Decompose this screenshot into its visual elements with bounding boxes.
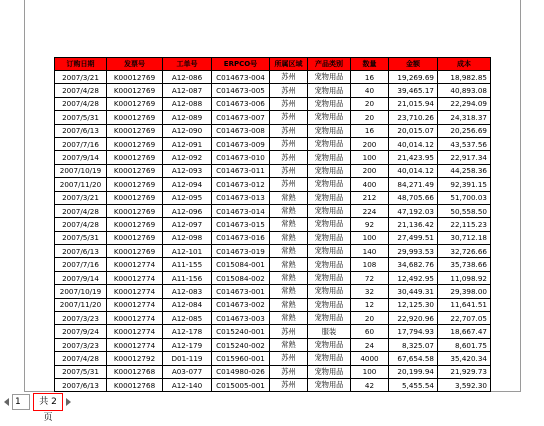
- table-cell: 22,707.05: [438, 312, 491, 325]
- table-row: [55, 312, 491, 325]
- table-cell: 22,294.09: [438, 97, 491, 110]
- table-row: [55, 271, 491, 284]
- table-cell: 2007/4/28: [55, 97, 107, 110]
- table-cell: K00012769: [107, 111, 163, 124]
- table-cell: 宠物用品: [308, 352, 351, 365]
- table-cell: A12-101: [163, 245, 212, 258]
- table-row: [55, 378, 491, 391]
- table-cell: 苏州: [270, 97, 308, 110]
- table-cell: A12-083: [163, 285, 212, 298]
- table-cell: K00012769: [107, 218, 163, 231]
- table-cell: 100: [351, 365, 389, 378]
- table-cell: 2007/4/28: [55, 84, 107, 97]
- table-cell: 16: [351, 71, 389, 84]
- table-row: [55, 71, 491, 84]
- table-cell: 60: [351, 325, 389, 338]
- table-cell: C015005-001: [212, 378, 270, 391]
- table-cell: 40,893.08: [438, 84, 491, 97]
- table-cell: K00012769: [107, 71, 163, 84]
- page-border-right: [520, 0, 521, 392]
- table-cell: 2007/4/28: [55, 352, 107, 365]
- table-cell: C015084-002: [212, 271, 270, 284]
- table-cell: K00012769: [107, 245, 163, 258]
- table-cell: 常熟: [270, 218, 308, 231]
- table-cell: 12,125.30: [389, 298, 438, 311]
- table-header-row: [55, 58, 491, 71]
- table-cell: 苏州: [270, 71, 308, 84]
- table-cell: 11,641.51: [438, 298, 491, 311]
- column-header: 所属区域: [270, 58, 308, 71]
- table-cell: 2007/10/19: [55, 164, 107, 177]
- table-cell: 常熟: [270, 298, 308, 311]
- table-cell: 11,098.92: [438, 271, 491, 284]
- table-cell: K00012769: [107, 231, 163, 244]
- table-cell: 8,601.75: [438, 338, 491, 351]
- table-cell: A11-156: [163, 271, 212, 284]
- table-cell: K00012768: [107, 365, 163, 378]
- table-cell: 常熟: [270, 312, 308, 325]
- table-cell: 2007/10/19: [55, 285, 107, 298]
- table-cell: A12-091: [163, 137, 212, 150]
- table-cell: 32,726.66: [438, 245, 491, 258]
- table-row: [55, 84, 491, 97]
- table-cell: A12-098: [163, 231, 212, 244]
- table-cell: 44,258.36: [438, 164, 491, 177]
- table-cell: 48,705.66: [389, 191, 438, 204]
- table-cell: 苏州: [270, 178, 308, 191]
- table-cell: 12: [351, 298, 389, 311]
- table-cell: C014673-011: [212, 164, 270, 177]
- table-cell: C014673-001: [212, 285, 270, 298]
- table-cell: C014673-002: [212, 298, 270, 311]
- table-cell: 20,015.07: [389, 124, 438, 137]
- table-cell: 17,794.93: [389, 325, 438, 338]
- table-cell: 苏州: [270, 378, 308, 391]
- table-cell: K00012774: [107, 325, 163, 338]
- table-cell: C014673-013: [212, 191, 270, 204]
- table-cell: C014673-009: [212, 137, 270, 150]
- table-cell: 2007/5/31: [55, 111, 107, 124]
- table-cell: 140: [351, 245, 389, 258]
- table-cell: 宠物用品: [308, 124, 351, 137]
- table-cell: 30,449.31: [389, 285, 438, 298]
- table-cell: K00012769: [107, 137, 163, 150]
- table-cell: 22,115.23: [438, 218, 491, 231]
- table-row: [55, 258, 491, 271]
- table-cell: 宠物用品: [308, 97, 351, 110]
- table-cell: 34,682.76: [389, 258, 438, 271]
- table-cell: 92,391.15: [438, 178, 491, 191]
- column-header: ERPCO号: [212, 58, 270, 71]
- column-header: 订购日期: [55, 58, 107, 71]
- table-cell: 51,700.03: [438, 191, 491, 204]
- table-cell: 2007/9/14: [55, 271, 107, 284]
- table-cell: K00012769: [107, 204, 163, 217]
- table-row: [55, 365, 491, 378]
- table-cell: 苏州: [270, 111, 308, 124]
- table-cell: 35,738.66: [438, 258, 491, 271]
- column-header: 数量: [351, 58, 389, 71]
- table-body: [55, 71, 491, 406]
- table-cell: 2007/7/16: [55, 258, 107, 271]
- table-cell: 16: [351, 124, 389, 137]
- table-cell: K00012774: [107, 298, 163, 311]
- table-cell: 8,325.07: [389, 338, 438, 351]
- table-cell: 常熟: [270, 191, 308, 204]
- table-cell: 32: [351, 285, 389, 298]
- table-cell: A12-178: [163, 325, 212, 338]
- table-cell: 2007/6/13: [55, 245, 107, 258]
- table-cell: 22,917.34: [438, 151, 491, 164]
- table-cell: A12-093: [163, 164, 212, 177]
- table-cell: 苏州: [270, 137, 308, 150]
- table-cell: C014673-010: [212, 151, 270, 164]
- table-cell: A12-089: [163, 111, 212, 124]
- table-row: [55, 97, 491, 110]
- table-cell: A12-097: [163, 218, 212, 231]
- table-cell: 20,199.94: [389, 365, 438, 378]
- table-cell: 21,015.94: [389, 97, 438, 110]
- previous-page-icon[interactable]: [4, 398, 9, 406]
- table-cell: 苏州: [270, 164, 308, 177]
- table-cell: 服装: [308, 325, 351, 338]
- table-cell: 宠物用品: [308, 271, 351, 284]
- table-row: [55, 111, 491, 124]
- table-cell: A12-085: [163, 312, 212, 325]
- table-cell: 常熟: [270, 338, 308, 351]
- table-cell: 宠物用品: [308, 312, 351, 325]
- table-cell: 50,558.50: [438, 204, 491, 217]
- table-cell: C014980-026: [212, 365, 270, 378]
- table-row: [55, 151, 491, 164]
- table-row: [55, 245, 491, 258]
- table-cell: C014673-006: [212, 97, 270, 110]
- table-cell: 40,014.12: [389, 164, 438, 177]
- table-cell: 宠物用品: [308, 258, 351, 271]
- table-cell: C014673-007: [212, 111, 270, 124]
- table-cell: 宠物用品: [308, 218, 351, 231]
- table-cell: C014673-005: [212, 84, 270, 97]
- table-cell: 21,929.73: [438, 365, 491, 378]
- table-cell: 24,318.37: [438, 111, 491, 124]
- table-cell: 30,712.18: [438, 231, 491, 244]
- table-cell: 42: [351, 378, 389, 391]
- table-cell: 224: [351, 204, 389, 217]
- column-header: 工单号: [163, 58, 212, 71]
- table-cell: 24: [351, 338, 389, 351]
- table-cell: A12-088: [163, 97, 212, 110]
- table-cell: 43,537.56: [438, 137, 491, 150]
- table-cell: A11-155: [163, 258, 212, 271]
- column-header: 产品类别: [308, 58, 351, 71]
- table-cell: A12-086: [163, 71, 212, 84]
- table-cell: 2007/11/20: [55, 178, 107, 191]
- table-cell: 常熟: [270, 204, 308, 217]
- column-header: 发票号: [107, 58, 163, 71]
- table-cell: K00012769: [107, 164, 163, 177]
- table-cell: 200: [351, 137, 389, 150]
- table-cell: K00012769: [107, 151, 163, 164]
- next-page-icon[interactable]: [66, 398, 71, 406]
- table-row: [55, 218, 491, 231]
- table-cell: 21,423.95: [389, 151, 438, 164]
- table-cell: 39,465.17: [389, 84, 438, 97]
- table-row: [55, 204, 491, 217]
- table-cell: C014673-008: [212, 124, 270, 137]
- table-cell: 84,271.49: [389, 178, 438, 191]
- table-cell: 40: [351, 84, 389, 97]
- table-cell: 18,982.85: [438, 71, 491, 84]
- table-cell: A12-090: [163, 124, 212, 137]
- table-cell: 宠物用品: [308, 365, 351, 378]
- table-cell: 常熟: [270, 231, 308, 244]
- table-cell: 宠物用品: [308, 71, 351, 84]
- table-row: [55, 191, 491, 204]
- table-cell: 宠物用品: [308, 178, 351, 191]
- table-cell: 5,455.54: [389, 378, 438, 391]
- table-row: [55, 124, 491, 137]
- table-cell: 21,136.42: [389, 218, 438, 231]
- table-cell: 47,192.03: [389, 204, 438, 217]
- table-cell: K00012768: [107, 378, 163, 391]
- table-cell: 2007/5/31: [55, 365, 107, 378]
- table-cell: C015240-001: [212, 325, 270, 338]
- table-cell: 200: [351, 164, 389, 177]
- table-cell: 3,592.30: [438, 378, 491, 391]
- table-cell: 212: [351, 191, 389, 204]
- table-cell: K00012774: [107, 338, 163, 351]
- table-cell: C014673-003: [212, 312, 270, 325]
- table-cell: 2007/5/31: [55, 231, 107, 244]
- table-row: [55, 298, 491, 311]
- table-cell: 2007/4/28: [55, 204, 107, 217]
- table-cell: A12-094: [163, 178, 212, 191]
- table-cell: 72: [351, 271, 389, 284]
- table-cell: 20: [351, 111, 389, 124]
- table-cell: 23,710.26: [389, 111, 438, 124]
- page-number-input[interactable]: [12, 394, 30, 410]
- table-cell: A12-087: [163, 84, 212, 97]
- table-cell: A12-095: [163, 191, 212, 204]
- table-cell: K00012769: [107, 97, 163, 110]
- table-cell: K00012769: [107, 191, 163, 204]
- table-cell: 宠物用品: [308, 338, 351, 351]
- table-cell: 宠物用品: [308, 164, 351, 177]
- table-cell: 19,269.69: [389, 71, 438, 84]
- table-cell: C015240-002: [212, 338, 270, 351]
- table-cell: K00012792: [107, 352, 163, 365]
- table-cell: A03-077: [163, 365, 212, 378]
- table-cell: 宠物用品: [308, 111, 351, 124]
- table-row: [55, 231, 491, 244]
- table-cell: K00012774: [107, 285, 163, 298]
- table-cell: 宠物用品: [308, 245, 351, 258]
- table-cell: 2007/3/21: [55, 71, 107, 84]
- table-cell: A12-092: [163, 151, 212, 164]
- table-cell: 4000: [351, 352, 389, 365]
- table-cell: K00012769: [107, 84, 163, 97]
- table-cell: 2007/3/23: [55, 338, 107, 351]
- table-cell: C014673-004: [212, 71, 270, 84]
- table-cell: 苏州: [270, 151, 308, 164]
- table-cell: 20: [351, 97, 389, 110]
- table-cell: C014673-012: [212, 178, 270, 191]
- table-cell: 宠物用品: [308, 137, 351, 150]
- table-cell: C015084-001: [212, 258, 270, 271]
- table-cell: C014673-015: [212, 218, 270, 231]
- table-cell: 2007/6/13: [55, 378, 107, 391]
- table-cell: 20: [351, 312, 389, 325]
- table-cell: D01-119: [163, 352, 212, 365]
- table-cell: A12-140: [163, 378, 212, 391]
- table-cell: C014673-019: [212, 245, 270, 258]
- table-cell: 67,654.58: [389, 352, 438, 365]
- table-cell: 12,492.95: [389, 271, 438, 284]
- table-cell: A12-179: [163, 338, 212, 351]
- table-cell: 29,398.00: [438, 285, 491, 298]
- total-pages-label: 共 2 页: [33, 393, 63, 411]
- table-cell: 宠物用品: [308, 191, 351, 204]
- table-cell: 宠物用品: [308, 298, 351, 311]
- table-row: [55, 285, 491, 298]
- table-row: [55, 178, 491, 191]
- table-cell: 20,256.69: [438, 124, 491, 137]
- table-cell: 苏州: [270, 352, 308, 365]
- table-cell: 宠物用品: [308, 84, 351, 97]
- table-cell: 2007/7/16: [55, 137, 107, 150]
- table-row: [55, 338, 491, 351]
- table-cell: 常熟: [270, 245, 308, 258]
- table-cell: 400: [351, 178, 389, 191]
- table-cell: 宠物用品: [308, 378, 351, 391]
- table-cell: K00012774: [107, 271, 163, 284]
- table-cell: C015960-001: [212, 352, 270, 365]
- table-cell: 宠物用品: [308, 285, 351, 298]
- table-cell: 2007/9/14: [55, 151, 107, 164]
- table-cell: 35,420.34: [438, 352, 491, 365]
- table-cell: 常熟: [270, 258, 308, 271]
- table-cell: C014673-016: [212, 231, 270, 244]
- table-cell: 92: [351, 218, 389, 231]
- table-row: [55, 325, 491, 338]
- table-cell: K00012774: [107, 258, 163, 271]
- table-cell: 22,920.96: [389, 312, 438, 325]
- table-cell: 2007/6/13: [55, 124, 107, 137]
- table-cell: A12-096: [163, 204, 212, 217]
- table-cell: 100: [351, 151, 389, 164]
- table-cell: 2007/3/21: [55, 191, 107, 204]
- table-cell: 27,499.51: [389, 231, 438, 244]
- data-table: [54, 57, 491, 406]
- table-cell: K00012769: [107, 178, 163, 191]
- table-cell: C014673-014: [212, 204, 270, 217]
- table-cell: 100: [351, 231, 389, 244]
- table-cell: 宠物用品: [308, 151, 351, 164]
- table-cell: K00012774: [107, 312, 163, 325]
- table-cell: 宠物用品: [308, 204, 351, 217]
- pagination-bar: [0, 392, 544, 423]
- table-cell: 2007/3/23: [55, 312, 107, 325]
- table-row: [55, 137, 491, 150]
- table-cell: K00012769: [107, 124, 163, 137]
- table-cell: 常熟: [270, 271, 308, 284]
- table-cell: 苏州: [270, 124, 308, 137]
- table-row: [55, 164, 491, 177]
- table-cell: 2007/4/28: [55, 218, 107, 231]
- column-header: 成本: [438, 58, 491, 71]
- table-cell: 苏州: [270, 325, 308, 338]
- table-cell: 2007/11/20: [55, 298, 107, 311]
- table-cell: 苏州: [270, 365, 308, 378]
- column-header: 金额: [389, 58, 438, 71]
- page-border-left: [24, 0, 25, 392]
- table-cell: 苏州: [270, 84, 308, 97]
- table-row: [55, 352, 491, 365]
- table-cell: 2007/9/24: [55, 325, 107, 338]
- table-cell: 29,993.53: [389, 245, 438, 258]
- table-cell: 40,014.12: [389, 137, 438, 150]
- table-cell: 108: [351, 258, 389, 271]
- table-cell: A12-084: [163, 298, 212, 311]
- table-cell: 宠物用品: [308, 231, 351, 244]
- table-cell: 18,667.47: [438, 325, 491, 338]
- table-cell: 常熟: [270, 285, 308, 298]
